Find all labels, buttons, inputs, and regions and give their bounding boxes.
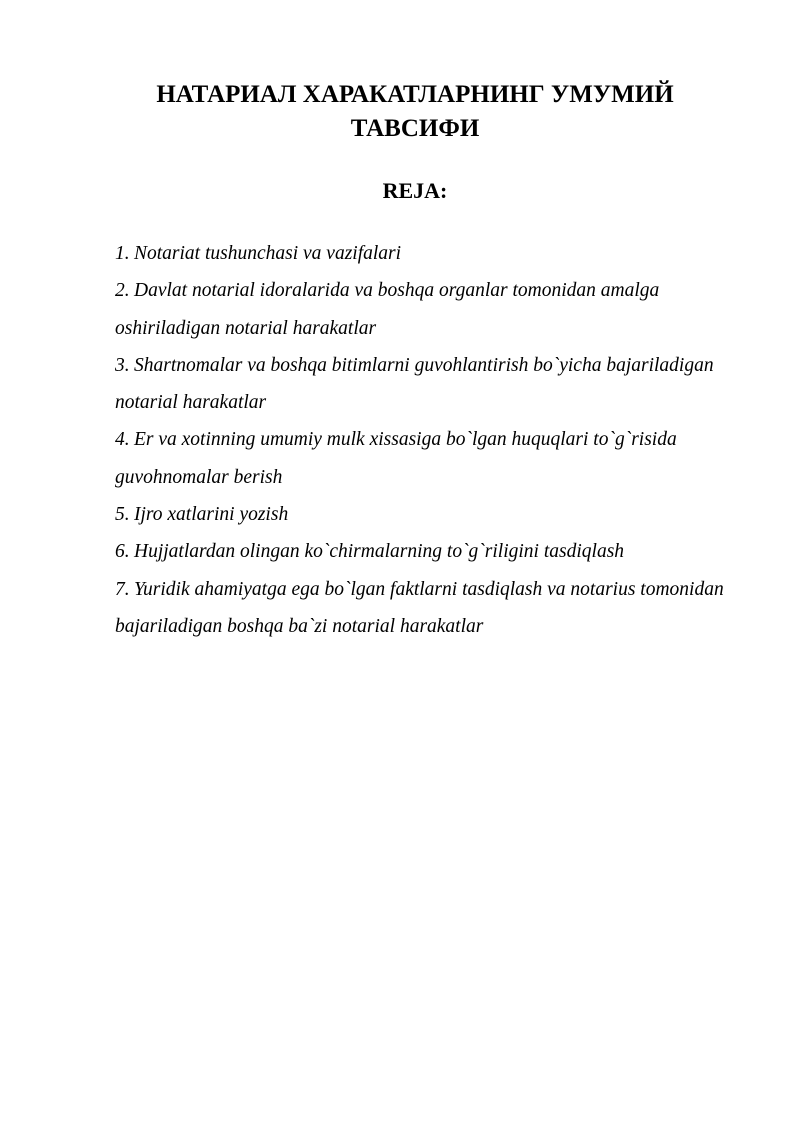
plan-item-number: 2. (115, 280, 130, 302)
plan-item-text: Shartnomalar va boshqa bitimlarni guvohlantirish bo`yicha bajariladigan notarial harakatlar (115, 354, 714, 414)
plan-item-text: Ijro xatlarini yozish (134, 504, 289, 526)
plan-item-number: 5. (115, 504, 130, 526)
plan-item-2 (115, 272, 745, 347)
plan-item-6 (115, 533, 745, 570)
plan-item-text: Er va xotinning umumiy mulk xissasiga bo`lgan huquqlari to`g`risida guvohnomalar berish (115, 429, 677, 488)
plan-item-7 (115, 571, 745, 646)
plan-item-text: Hujjatlardan olingan ko`chirmalarning to`g`riligini tasdiqlash (134, 541, 625, 563)
plan-list (115, 235, 745, 645)
plan-item-number: 3. (115, 354, 130, 376)
plan-heading: REJA: (382, 178, 448, 203)
plan-item-number: 1. (115, 243, 130, 264)
plan-item-number: 4. (115, 429, 130, 451)
plan-item-5 (115, 496, 745, 533)
document-title: НАТАРИАЛ ХАРАКАТЛАРНИНГ УМУМИЙ ТАВСИФИ (156, 81, 674, 142)
plan-item-3 (115, 347, 745, 422)
plan-item-4 (115, 421, 745, 496)
plan-item-number: 7. (115, 578, 130, 600)
plan-item-1 (115, 235, 745, 272)
plan-item-text: Davlat notarial idoralarida va boshqa organlar tomonidan amalga oshiriladigan notarial harakatlar (115, 280, 660, 339)
plan-item-number: 6. (115, 541, 130, 563)
plan-item-text: Notariat tushunchasi va vazifalari (134, 243, 402, 264)
plan-item-text: Yuridik ahamiyatga ega bo`lgan faktlarni tasdiqlash va notarius tomonidan bajariladigan boshqa ba`zi notarial harakatlar (115, 578, 724, 637)
